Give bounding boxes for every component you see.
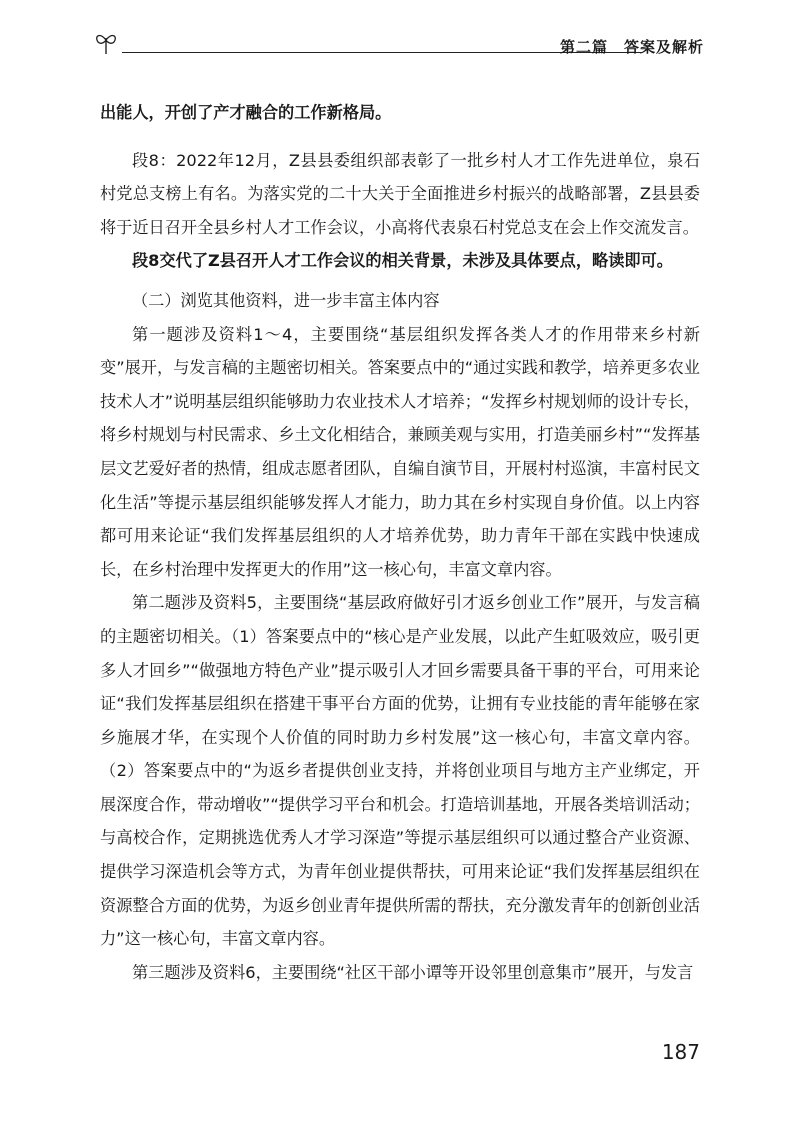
paragraph-question-1: 第一题涉及资料1～4，主要围绕“基层组织发挥各类人才的作用带来乡村新变”展开，与发言稿的主题密切相关。答案要点中的“通过实践和教学，培养更多农业技术人才”说明基层组织能够助力农业技术人才培养；“发挥乡村规划师的设计专长，将乡村规划与村民需求、乡土文化相结合，兼顾美观与实用，打造美丽乡村”“发挥基层文艺爱好者的热情，组成志愿者团队，自编自演节目，开展村村巡演，丰富村民文化生活”等提示基层组织能够发挥人才能力，助力其在乡村实现自身价值。以上内容都可用来论证“我们发挥基层组织的人才培养优势，助力青年干部在实践中快速成长，在乡村治理中发挥更大的作用”这一核心句，丰富文章内容。 (100, 324, 700, 579)
paragraph-question-3: 第三题涉及资料6，主要围绕“社区干部小谭等开设邻里创意集市”展开，与发言 (132, 962, 694, 982)
page-number: 187 (661, 1040, 700, 1064)
paragraph-section-8: 段8：2022年12月，Z县县委组织部表彰了一批乡村人才工作先进单位，泉石村党总支榜上有名。为落实党的二十大关于全面推进乡村振兴的战略部署，Z县县委将于近日召开全县乡村人才工作会议，小高将代表泉石村党总支在会上作交流发言。 (100, 150, 700, 237)
sprout-icon (92, 30, 120, 56)
subheading: （二）浏览其他资料，进一步丰富主体内容 (132, 290, 440, 310)
paragraph-question-2: 第二题涉及资料5，主要围绕“基层政府做好引才返乡创业工作”展开，与发言稿的主题密切相关。（1）答案要点中的“核心是产业发展，以此产生虹吸效应，吸引更多人才回乡”“做强地方特色产业”提示吸引人才回乡需要具备干事的平台，可用来论证“我们发挥基层组织在搭建干事平台方面的优势，让拥有专业技能的青年能够在家乡施展才华，在实现个人价值的同时助力乡村发展”这一核心句，丰富文章内容。（2）答案要点中的“为返乡者提供创业支持，并将创业项目与地方主产业绑定，开展深度合作，带动增收”“提供学习平台和机会。打造培训基地，开展各类培训活动；与高校合作，定期挑选优秀人才学习深造”等提示基层组织可以通过整合产业资源、提供学习深造机会等方式，为青年创业提供帮扶，可用来论证“我们发挥基层组织在资源整合方面的优势，为返乡创业青年提供所需的帮扶，充分激发青年的创新创业活力”这一核心句，丰富文章内容。 (100, 593, 700, 949)
paragraph-analysis-8: 段8交代了Z县召开人才工作会议的相关背景，未涉及具体要点，略读即可。 (132, 251, 673, 271)
paragraph-continuation: 出能人，开创了产才融合的工作新格局。 (100, 103, 392, 122)
body-text (100, 96, 700, 989)
page-header (92, 30, 704, 60)
section-title: 第二篇 答案及解析 (559, 38, 704, 56)
